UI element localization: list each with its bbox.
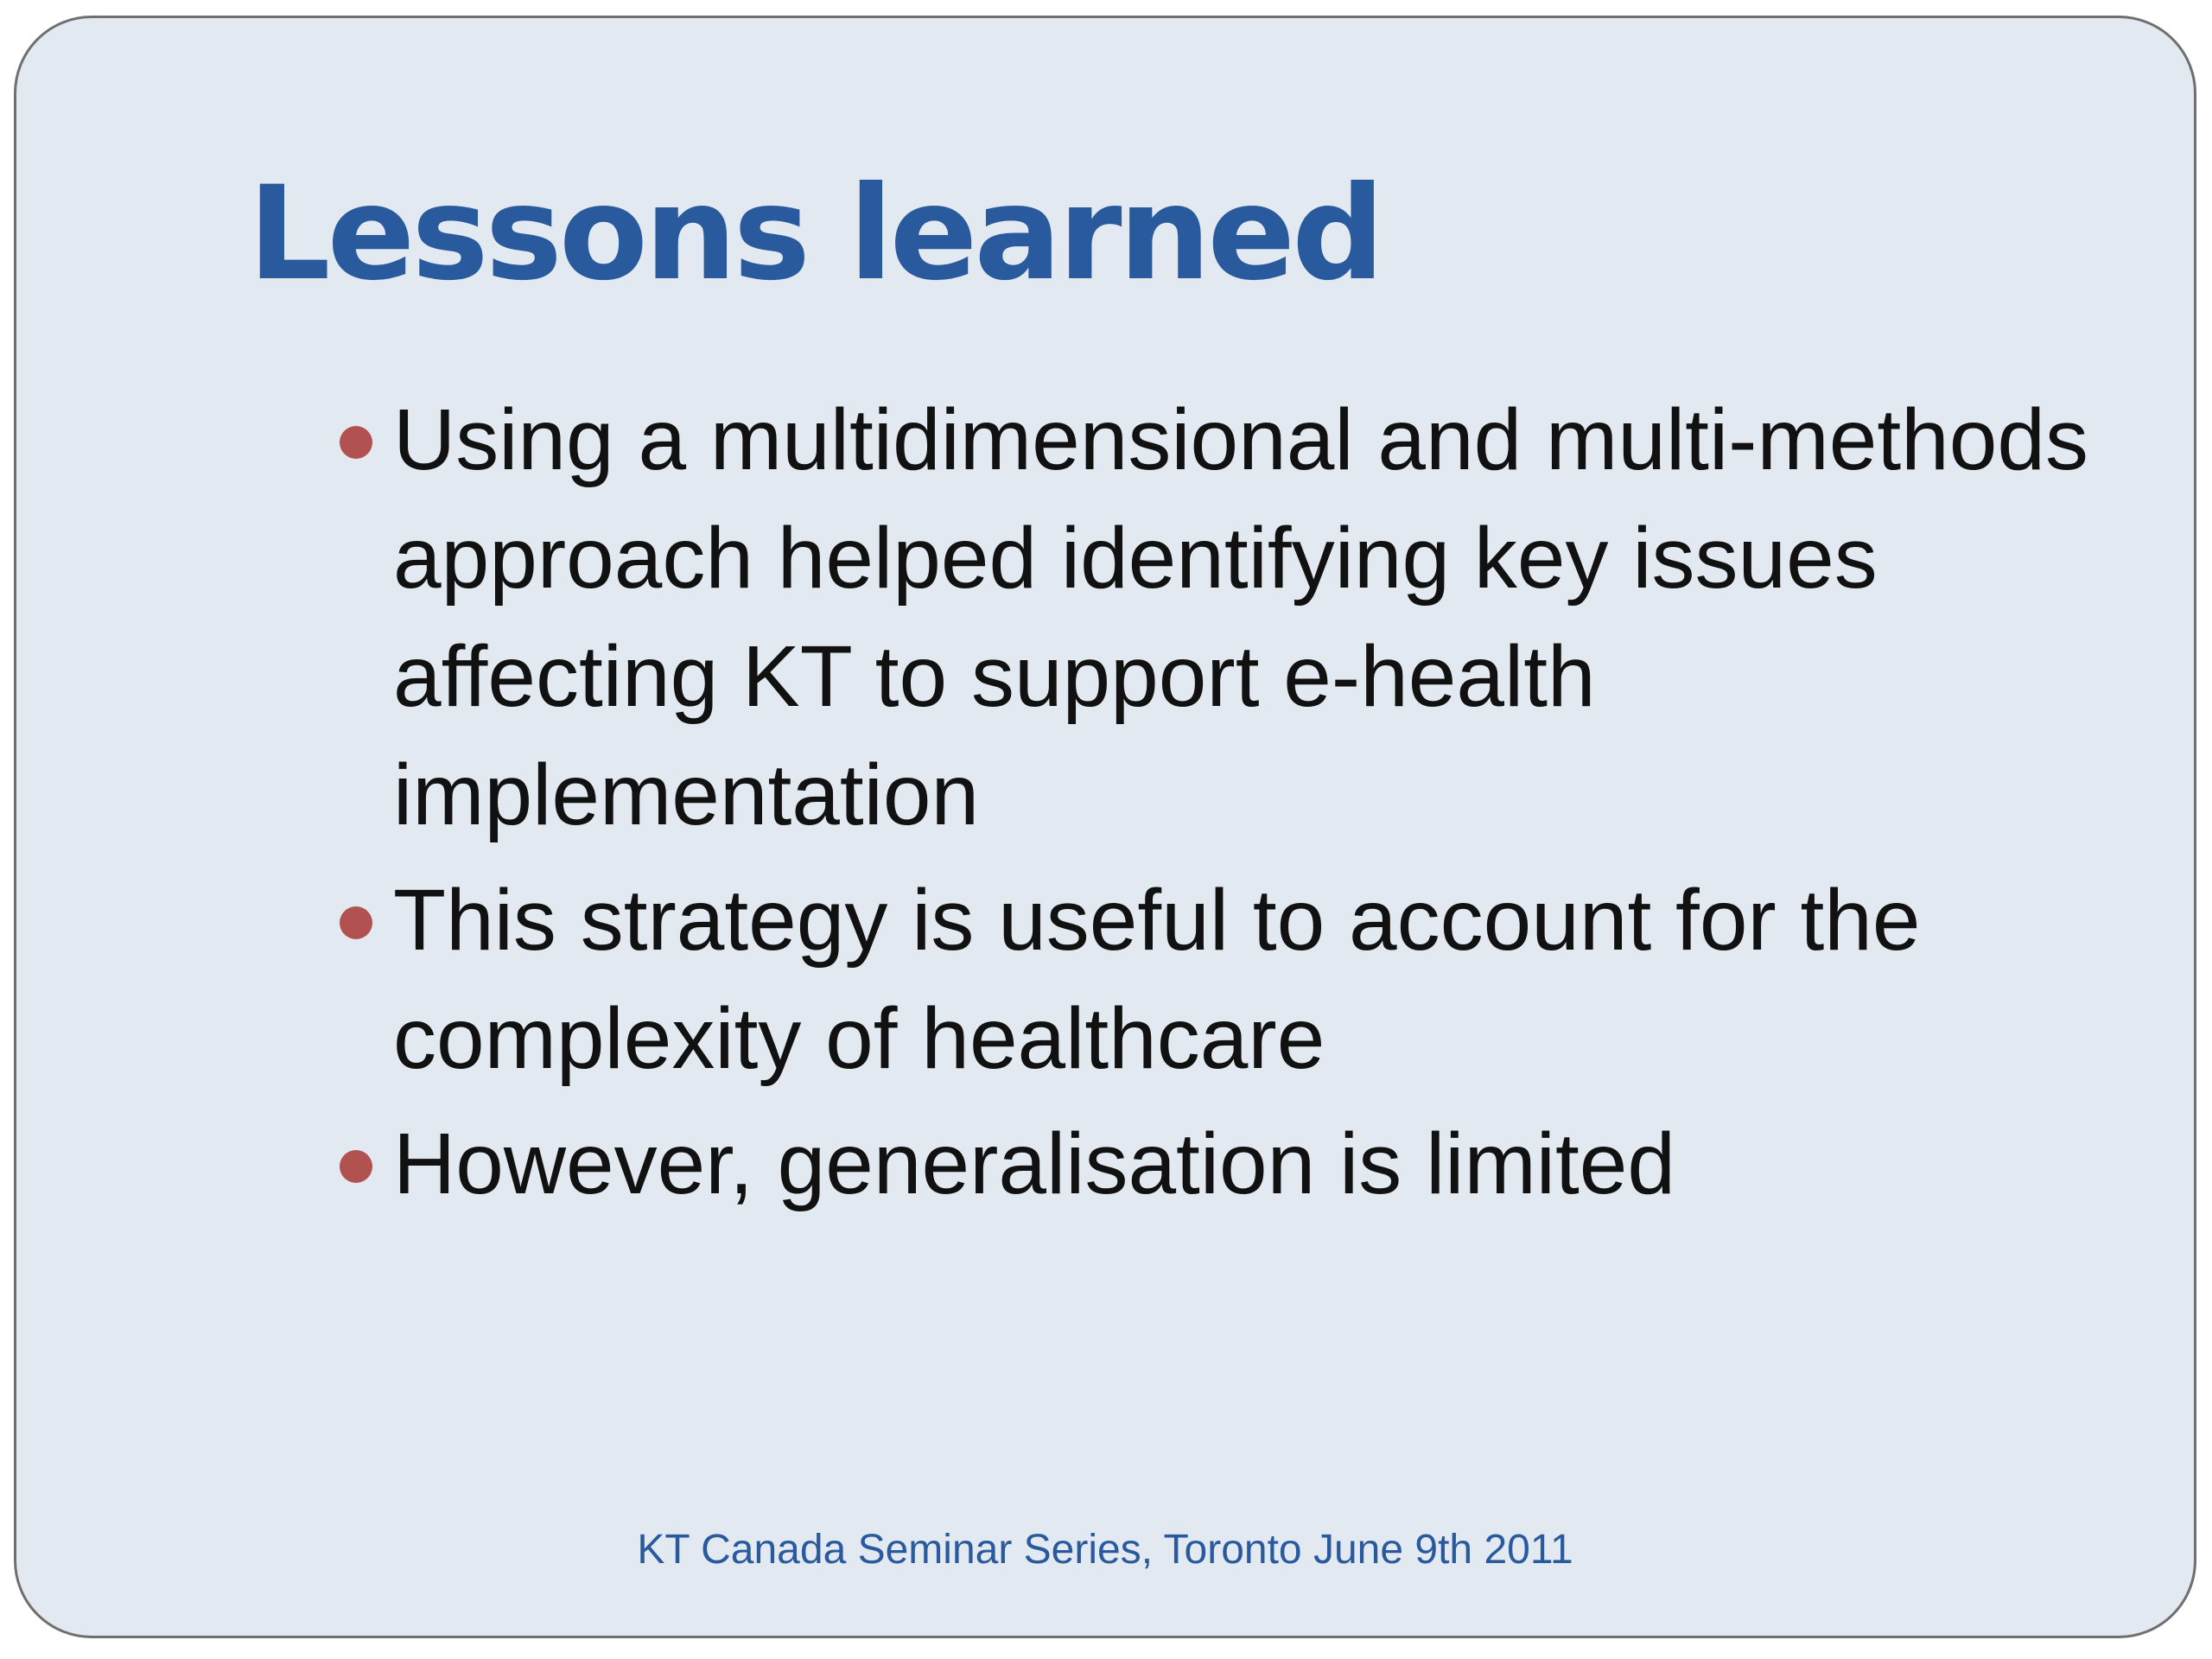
bullet-text: However, generalisation is limited xyxy=(393,1116,1676,1212)
bullet-item-2 xyxy=(327,861,2099,1098)
slide-footer: KT Canada Seminar Series, Toronto June 9th 2011 xyxy=(637,1527,1573,1573)
bullet-text: Using a multidimensional and multi-methods approach helped identifying key issues affecting KT to support e-health implementation xyxy=(393,391,2089,843)
bullet-dot-icon xyxy=(340,906,372,939)
bullet-text: This strategy is useful to account for the complexity of healthcare xyxy=(393,872,1921,1087)
slide xyxy=(14,16,2196,1638)
bullet-item-3 xyxy=(327,1105,2099,1224)
bullet-dot-icon xyxy=(340,426,372,459)
bullet-list xyxy=(327,381,2099,1230)
bullet-item-1 xyxy=(327,381,2099,855)
slide-title: Lessons learned xyxy=(248,159,1382,309)
bullet-dot-icon xyxy=(340,1150,372,1183)
